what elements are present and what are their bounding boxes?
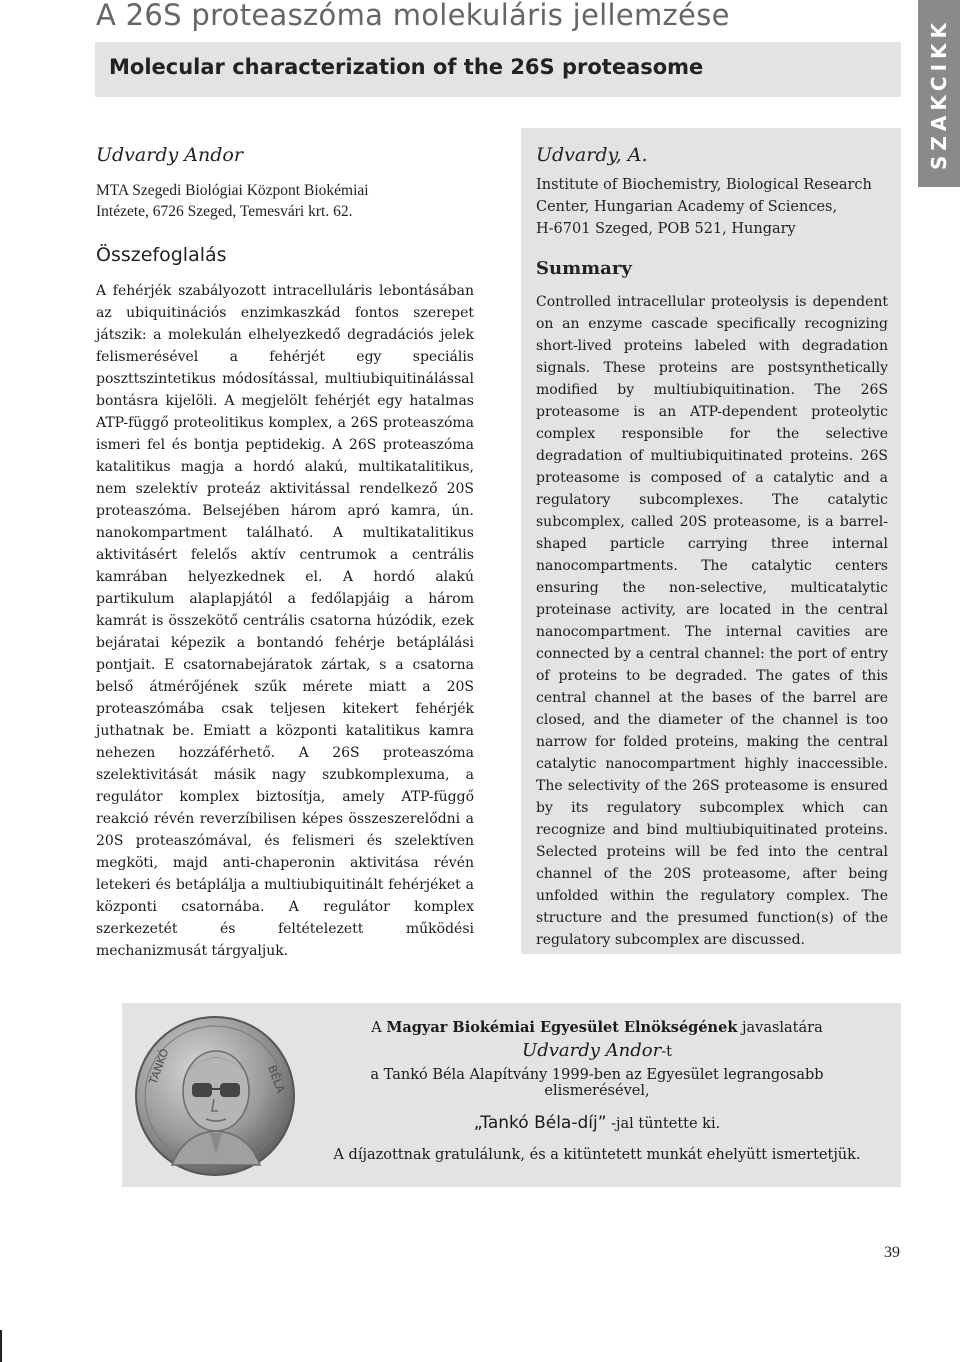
award-line5: A díjazottnak gratulálunk, és a kitüntetett munkát ehelyütt ismertetjük.	[333, 1147, 861, 1163]
author-hu: Udvardy Andor	[96, 144, 243, 166]
award-line3: a Tankó Béla Alapítvány 1999-ben az Egyesület legrangosabb elismerésével,	[370, 1067, 824, 1099]
award-line1-prefix: A	[371, 1020, 387, 1036]
english-title-bar	[95, 42, 901, 97]
medal-text-right: BÉLA	[265, 1063, 288, 1095]
summary-heading-hu: Összefoglalás	[96, 244, 227, 266]
award-recipient-suffix: -t	[661, 1044, 672, 1060]
abstract-hu: A fehérjék szabályozott intracelluláris lebontásában az ubiquitinációs enzimkaszkád fontos szerepet játszik: a molekulán elhelyezkedő degradációs jelek felismerésével a fehérjét egy speciális poszttszintetikus módosítással, multiubiquitinálással bontásra kijelöli. A megjelölt fehérjét egy hatalmas ATP-függő proteolitikus komplex, a 26S proteaszóma ismeri fel és bontja peptidekig. A 26S proteaszóma katalitikus magja a hordó alakú, multikatalitikus, nem szelektív proteáz aktivitással rendelkező 20S proteaszóma. Belsejében három apró kamra, ún. nanokompartment található. A multikatalitikus aktivitásért felelős aktív centrumok a centrális kamrában helyezkednek el. A hordó alakú partikulum alaplapjától a fedőlapjáig a három kamrát is összekötő centrális csatorna húzódik, ezek bejáratai képezik a bontandó fehérje betáplálási pontjait. E csatornabejáratok zártak, s a csatorna belső átmérőjének szűk mérete miatt a 20S proteaszómába csak teljesen kitekert fehérjék juthatnak be. Emiatt a központi katalitikus kamra nehezen hozzáférhető. A 26S proteaszóma szelektivitását másik nagy szubkomplexuma, a regulátor komplex biztosítja, amely ATP-függő reakció révén reverzíbilisen képes összeszerelődni a 20S proteaszómával, és felismeri és szelektíven megköti, majd anti-chaperonin aktivitása révén letekeri és betáplálja a multiubiquitinált fehérjéket a központi csatornába. A regulátor komplex szerkezetét és feltételezett működési mechanizmusát tárgyaljuk.	[96, 283, 474, 959]
award-society: Magyar Biokémiai Egyesület Elnökségének	[386, 1019, 738, 1036]
affiliation-en-line1: Institute of Biochemistry, Biological Research	[536, 177, 872, 193]
award-recipient: Udvardy Andor	[522, 1040, 662, 1061]
affiliation-en-line3: H-6701 Szeged, POB 521, Hungary	[536, 221, 796, 237]
section-tab-label: SZAKCIKK	[927, 17, 951, 170]
affiliation-hu-line1: MTA Szegedi Biológiai Központ Biokémiai	[96, 182, 369, 199]
award-text	[318, 1019, 876, 1163]
summary-heading-en: Summary	[536, 258, 632, 279]
english-column	[521, 128, 901, 954]
page-title: A 26S proteaszóma molekuláris jellemzése	[96, 0, 730, 32]
abstract-en: Controlled intracellular proteolysis is dependent on an enzyme cascade specifically recognizing short-lived proteins labeled with degradation signals. These proteins are postsynthetically modified by multiubiquitination. The 26S proteasome is an ATP-dependent proteolytic complex responsible for the selective degradation of multiubiquitinated proteins. 26S proteasome is composed of a catalytic and a regulatory subcomplexes. The catalytic subcomplex, called 20S proteasome, is a barrel-shaped particle carrying three internal nanocompartments. The catalytic centers ensuring the non-selective, multicatalytic proteinase activity, are located in the central nanocompartment. The internal cavities are connected by a central channel: the port of entry of proteins to be degraded. The gates of this central channel at the bases of the barrel are closed, and the diameter of the channel is too narrow for folded proteins, making the central catalytic nanocompartment highly inaccessible. The selectivity of the 26S proteasome is ensured by its regulatory subcomplex which can recognize and bind multiubiquitinated proteins. Selected proteins will be fed into the central channel of the 20S proteasome, after being unfolded within the regulatory complex. The structure and the presumed function(s) of the regulatory subcomplex are discussed.	[536, 294, 888, 948]
page-number: 39	[884, 1244, 900, 1261]
affiliation-hu-line2: Intézete, 6726 Szeged, Temesvári krt. 62.	[96, 203, 353, 220]
section-tab	[918, 0, 960, 187]
award-box	[122, 1003, 901, 1187]
medal-text-left: TANKÓ	[146, 1046, 172, 1087]
medal-portrait-image	[134, 1015, 296, 1177]
hungarian-column	[96, 144, 474, 962]
edge-line	[0, 1330, 2, 1362]
award-prize-name: „Tankó Béla-díj”	[473, 1113, 607, 1133]
affiliation-en-line2: Center, Hungarian Academy of Sciences,	[536, 199, 838, 215]
author-en: Udvardy, A.	[536, 144, 648, 166]
english-title: Molecular characterization of the 26S proteasome	[109, 55, 704, 79]
award-prize-suffix: -jal tüntette ki.	[606, 1116, 721, 1132]
award-line1-suffix: javaslatára	[737, 1020, 823, 1036]
